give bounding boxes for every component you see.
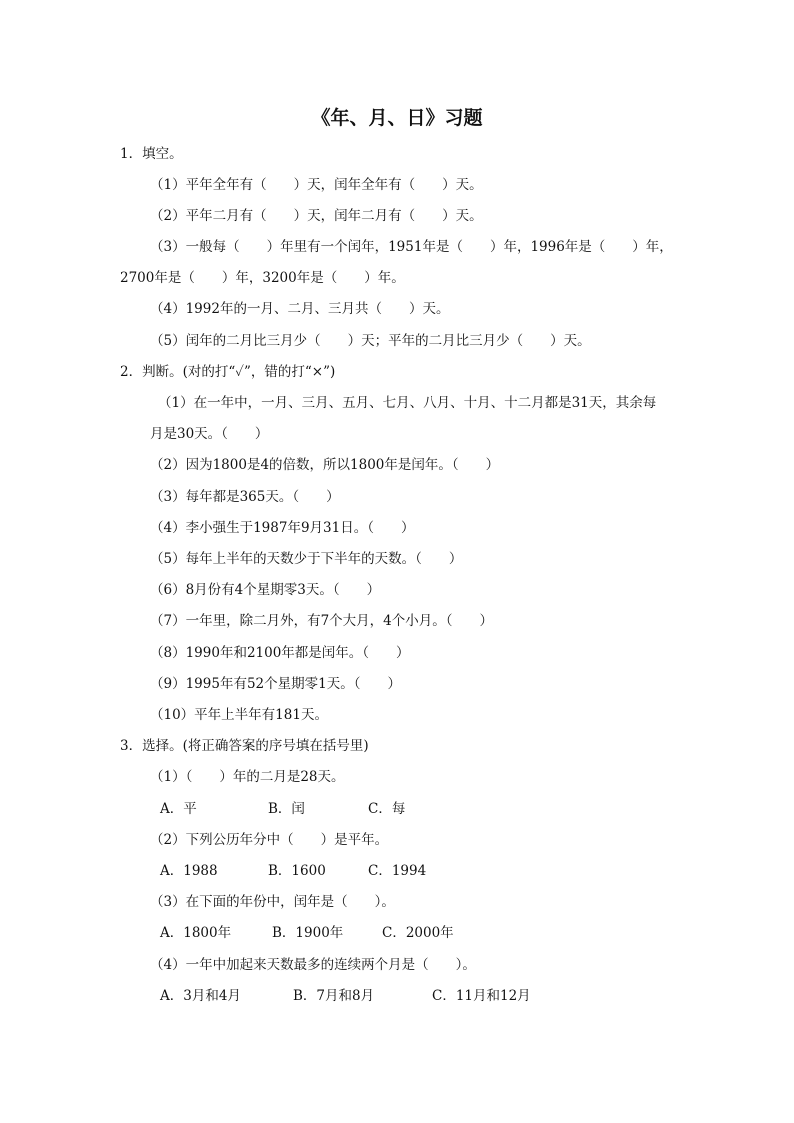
section2-item: 月是30天。（ ） [150, 426, 269, 442]
section2-heading: 2．判断。(对的打“✓”，错的打“×”) [120, 364, 336, 380]
option-b: B．闰 [268, 801, 305, 817]
section2-item: （2）因为1800是4的倍数，所以1800年是闰年。（ ） [150, 457, 500, 473]
option-a: A．1988 [160, 863, 218, 879]
option-c: C．2000年 [382, 925, 454, 941]
section2-item: （3）每年都是365天。（ ） [150, 489, 340, 505]
section1-heading: 1．填空。 [120, 146, 183, 162]
section1-item: 2700年是（ ）年，3200年是（ ）年。 [120, 270, 405, 286]
section3-question: （3）在下面的年份中，闰年是（ ）。 [150, 894, 395, 910]
option-c: C．11月和12月 [432, 988, 531, 1004]
option-row [160, 798, 460, 820]
section1-item: （4）1992年的一月、二月、三月共（ ）天。 [150, 301, 450, 317]
option-a: A．平 [160, 801, 197, 817]
section3-heading: 3．选择。(将正确答案的序号填在括号里) [120, 738, 369, 754]
section2-item: （7）一年里，除二月外，有7个大月，4个小月。（ ） [150, 613, 494, 629]
option-c: C．1994 [368, 863, 427, 879]
option-row [160, 922, 480, 944]
section2-item: （1）在一年中，一月、三月、五月、七月、八月、十月、十二月都是31天，其余每 [158, 395, 657, 411]
option-a: A．3月和4月 [160, 988, 241, 1004]
section2-item: （6）8月份有4个星期零3天。（ ） [150, 582, 381, 598]
section1-item: （5）闰年的二月比三月少（ ）天；平年的二月比三月少（ ）天。 [150, 333, 591, 349]
section1-item: （1）平年全年有（ ）天，闰年全年有（ ）天。 [150, 177, 483, 193]
option-row [160, 860, 460, 882]
option-b: B．1900年 [272, 925, 344, 941]
section2-item: （9）1995年有52个星期零1天。（ ） [150, 676, 401, 692]
option-a: A．1800年 [160, 925, 232, 941]
section3-question: （2）下列公历年分中（ ）是平年。 [150, 832, 389, 848]
section3-question: （1）（ ）年的二月是28天。 [150, 769, 345, 785]
section3-question: （4）一年中加起来天数最多的连续两个月是（ ）。 [150, 957, 476, 973]
section2-item: （8）1990年和2100年都是闰年。（ ） [150, 645, 410, 661]
option-b: B．7月和8月 [293, 988, 375, 1004]
option-b: B．1600 [268, 863, 326, 879]
section2-item: （10）平年上半年有181天。 [150, 707, 328, 723]
section2-item: （4）李小强生于1987年9月31日。（ ） [150, 520, 415, 536]
section2-item: （5）每年上半年的天数少于下半年的天数。（ ） [150, 551, 463, 567]
page-title: 《年、月、日》习题 [311, 107, 483, 129]
section1-item: （2）平年二月有（ ）天，闰年二月有（ ）天。 [150, 208, 483, 224]
section1-item: （3）一般每（ ）年里有一个闰年，1951年是（ ）年，1996年是（ ）年， [150, 239, 673, 255]
option-row [160, 985, 560, 1007]
option-c: C．每 [368, 801, 406, 817]
